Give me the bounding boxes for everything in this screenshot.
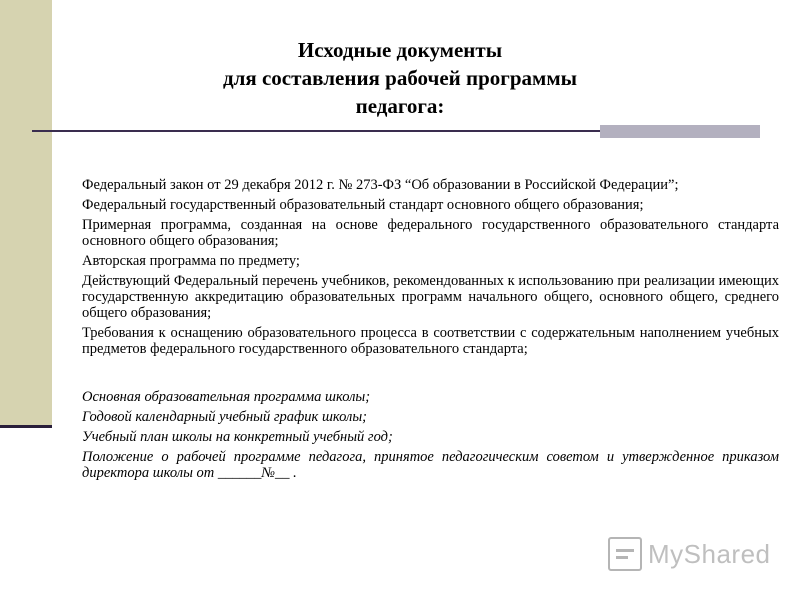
document-item: Федеральный государственный образовательный стандарт основного общего образования; — [82, 197, 644, 213]
school-document-item: Годовой календарный учебный график школы; — [82, 409, 368, 425]
title-line-1: Исходные документы — [297, 38, 503, 62]
document-item: Действующий Федеральный перечень учебников, рекомендованных к использованию при реализации имеющих государственную аккредитацию образовательных программ начального общего, основного общего, среднего общего образования; — [82, 273, 779, 321]
document-item: Примерная программа, созданная на основе федерального государственного образовательного стандарта основного общего образования; — [82, 217, 779, 249]
presentation-icon — [608, 537, 642, 571]
decorative-side-bar — [0, 0, 52, 425]
title-line-3: педагога: — [355, 94, 445, 118]
school-document-item: Учебный план школы на конкретный учебный год; — [82, 429, 393, 445]
title-divider-accent — [600, 125, 760, 138]
document-item: Требования к оснащению образовательного процесса в соответствии с содержательным наполнением учебных предметов федерального государственного образовательного стандарта; — [82, 325, 779, 357]
section-gap — [82, 361, 779, 389]
documents-list — [82, 177, 779, 485]
side-bar-underline — [0, 425, 52, 428]
watermark-logo — [608, 535, 773, 573]
watermark-text: MyShared — [648, 538, 771, 569]
school-document-item: Основная образовательная программа школы; — [82, 389, 371, 405]
document-item: Авторская программа по предмету; — [82, 253, 300, 269]
title-line-2: для составления рабочей программы — [222, 66, 578, 90]
document-item: Федеральный закон от 29 декабря 2012 г. № 273-ФЗ “Об образовании в Российской Федерации”; — [82, 177, 679, 193]
slide-title — [150, 36, 650, 120]
school-document-item: Положение о рабочей программе педагога, принятое педагогическим советом и утвержденное приказом директора школы от ______№__ . — [82, 449, 779, 481]
